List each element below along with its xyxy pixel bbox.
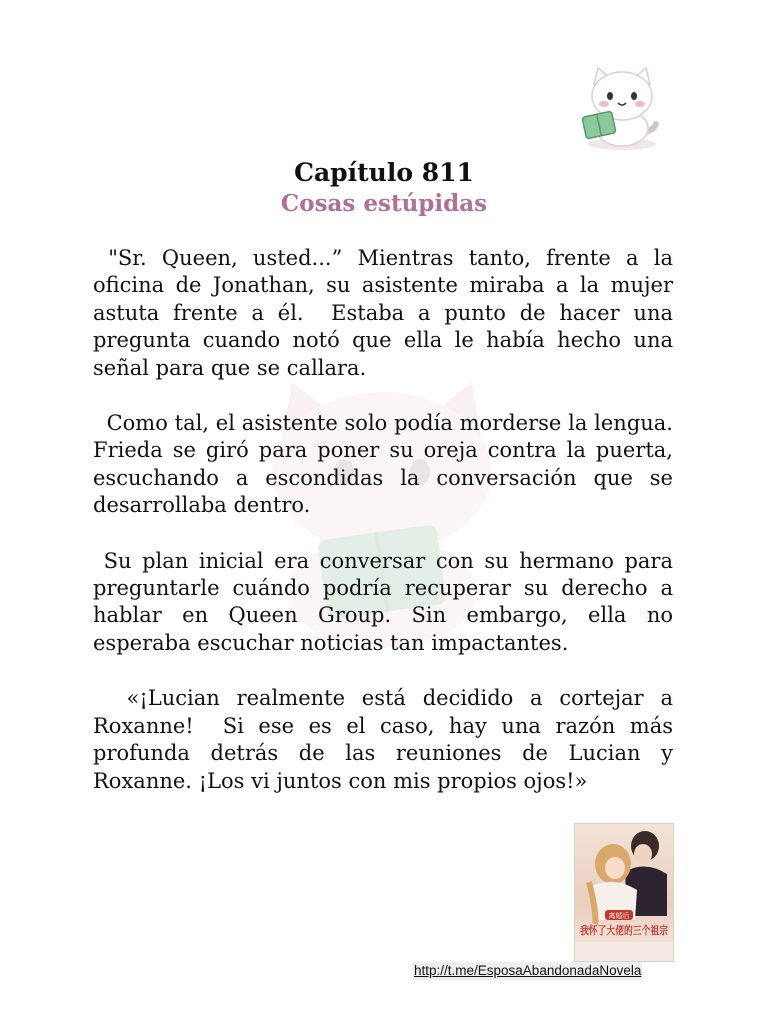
reading-cat-icon (572, 62, 664, 154)
book-cover-image (574, 823, 690, 962)
paragraph: Como tal, el asistente solo podía morderse la lengua. Frieda se giró para poner su oreja contra la puerta, escuchando a escondidas la conversación que se desarrollaba dentro. (93, 411, 680, 518)
chapter-body (93, 245, 680, 823)
chapter-subtitle: Cosas estúpidas (280, 190, 488, 217)
telegram-channel-link[interactable]: http://t.me/EsposaAbandonadaNovela (414, 963, 642, 978)
book-cover-title: 我怀了大佬的三个祖宗 (580, 924, 690, 937)
paragraph: "Sr. Queen, usted...” Mientras tanto, frente a la oficina de Jonathan, su asistente miraba a la mujer astuta frente a él. Estaba a punto de hacer una pregunta cuando notó que ella le había hecho una señal para que se callara. (93, 246, 680, 380)
book-cover-badge: 离婚后 (608, 912, 630, 920)
paragraph: «¡Lucian realmente está decidido a cortejar a Roxanne! Si ese es el caso, hay una razón más profunda detrás de las reuniones de Lucian y Roxanne. ¡Los vi juntos con mis propios ojos!» (93, 686, 680, 793)
paragraph: Su plan inicial era conversar con su hermano para preguntarle cuándo podría recuperar su derecho a hablar en Queen Group. Sin embargo, ella no esperaba escuchar noticias tan impactantes. (93, 548, 680, 655)
chapter-title: Capítulo 811 (294, 158, 474, 187)
